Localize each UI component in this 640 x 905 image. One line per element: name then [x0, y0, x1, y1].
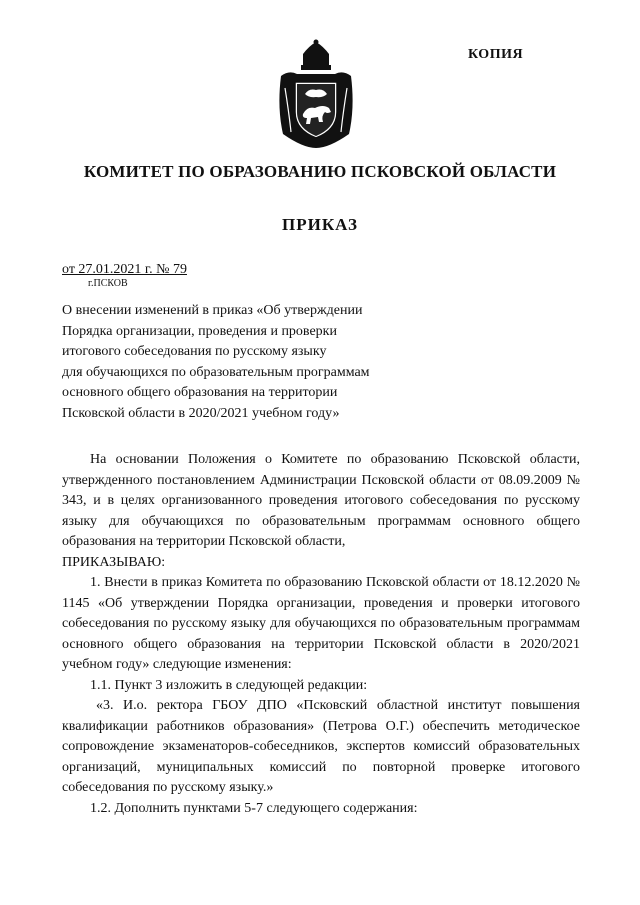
subject-line: основного общего образования на территории [62, 385, 338, 401]
subject-line: О внесении изменений в приказ «Об утверждении [62, 303, 363, 318]
item-1-1-paragraph: 1.1. Пункт 3 изложить в следующей редакции: [90, 677, 368, 693]
subject-line: итогового собеседования по русскому языку [62, 344, 327, 360]
date-number-text: от 27.01.2021 г. № 79 [62, 262, 187, 277]
committee-name: КОМИТЕТ ПО ОБРАЗОВАНИЮ ПСКОВСКОЙ ОБЛАСТИ [83, 162, 557, 181]
order-body [62, 450, 580, 819]
quoted-item-3-paragraph: «3. И.о. ректора ГБОУ ДПО «Псковский областной институт повышения квалификации работников образования» (Петрова О.Г.) обеспечить методическое сопровождение экзаменаторов-собеседников, экспертов комиссий образовательных организаций, муниципальных комиссий по повторной проверке итогового собеседования по русскому языку.» [62, 698, 580, 795]
date-number-line [62, 262, 187, 278]
copy-mark: КОПИЯ [468, 47, 524, 62]
document-title: ПРИКАЗ [282, 215, 358, 234]
preamble-paragraph: На основании Положения о Комитете по образованию Псковской области, утвержденного постановлением Администрации Псковской области от 08.09.2009 № 343, и в целях организованного проведения итогового собеседования по русскому языку для обучающихся по образовательным программам основного общего образования на территории Псковской области, [62, 452, 580, 549]
subject-line: Порядка организации, проведения и проверки [62, 323, 337, 339]
city-label: г.ПСКОВ [88, 278, 128, 289]
coat-of-arms-icon [273, 38, 359, 150]
subject-line: для обучающихся по образовательным программам [62, 364, 370, 380]
decree-word: ПРИКАЗЫВАЮ: [62, 554, 166, 570]
item-1-2-paragraph: 1.2. Дополнить пунктами 5-7 следующего содержания: [90, 800, 418, 816]
order-subject [62, 301, 442, 425]
item-1-paragraph: 1. Внести в приказ Комитета по образованию Псковской области от 18.12.2020 № 1145 «Об утверждении Порядка организации, проведения и проверки итогового собеседования по русскому языку для обучающихся по образовательным программам основного общего образования на территории Псковской области в 2020/2021 учебном году» следующие изменения: [62, 575, 580, 672]
subject-line: Псковской области в 2020/2021 учебном году» [62, 405, 340, 421]
